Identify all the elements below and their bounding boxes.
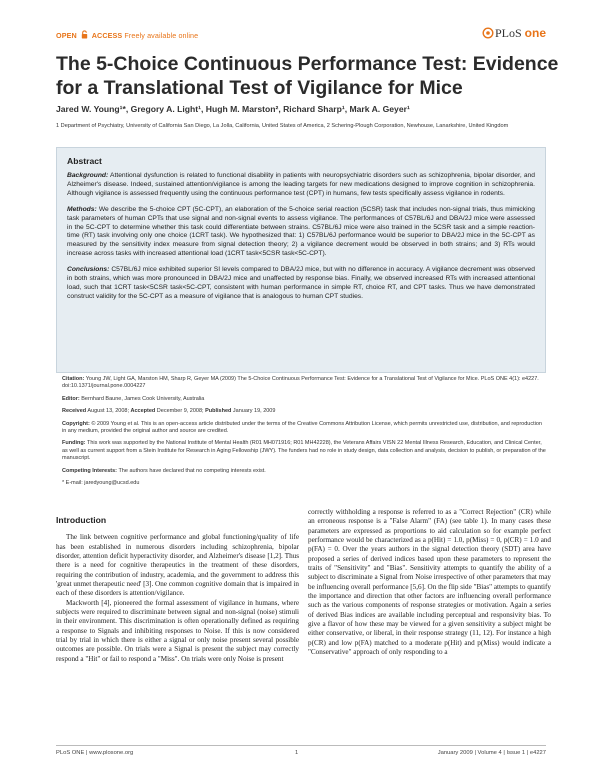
citation-label: Citation: — [62, 376, 85, 382]
free-available-label: Freely available online — [124, 31, 199, 40]
intro-paragraph-3: correctly withholding a response is referred to as a "Correct Rejection" (CR) while an erroneous response is a "False Alarm" (FA) (see table 1). In many cases these parameters are expressed as proportions to aid calculation so for example perfect performance would be characterized as a p(Hit) = 1.0, p(Miss) = 0, p(CR) = 1.0 and p(FA) = 0. Over the years authors in the signal detection theory (SDT) area have proposed a series of derived indices based upon these parameters to represent the traits of "Sensitivity" and "Bias". Sensitivity attempts to quantify the ability of a subject to discriminate a Signal from Noise irrespective of other parameters that may be influencing overall performance [5,6]. On the flip side "Bias" attempts to quantify the importance and direction that other factors are influencing overall performance such as the various components of response strategies or motivation. Again a series of derived Bias indices are available including perceptual and responsivity bias. To give a flavor of how these may be viewed for a given sensitivity a subject might be either conservative, or liberal, in their response strategy (11, 12). For instance a high p(CR) and low p(FA) matched to a moderate p(Hit) and p(Miss) would indicate a "Conservative" approach of only responding to a — [308, 508, 551, 657]
accepted-label: Accepted — [130, 408, 156, 415]
funding-text: This work was supported by the National Institute of Mental Health (R01 MH071916; R01 MH42228), the Veterans Affairs VISN 22 Mental Illness Research, Education, and Clinical Center, as well as current support from a Stein Institute for Research in Aging Fellowship (JWY). The funders had no role in study design, data collection and analysis, decision to publish, or preparation of the manuscript. — [62, 440, 546, 462]
intro-paragraph-1: The link between cognitive performance and global functioning/quality of life has been established in numerous disorders including schizophrenia, bipolar disorder, attention deficit hyperactivity disorder, and Alzheimer's disease [1,2]. Thus there is a need for cognitive therapeutics in the treatment of these disorders, requiring the contribution of industry, academia, and the government to address this 'great unmet therapeutic need' [3]. One common cognitive domain that is impaired in each of these disorders is attention/vigilance. — [56, 533, 299, 598]
competing-interests — [62, 468, 546, 475]
open-label: OPEN — [56, 31, 77, 40]
body-column-left — [56, 516, 299, 664]
competing-label: Competing Interests: — [62, 467, 118, 474]
funding — [62, 440, 546, 462]
access-label: ACCESS — [91, 31, 123, 40]
methods-text: We describe the 5-choice CPT (5C-CPT), an elaboration of the 5-choice serial reaction (5CSR) task that includes non-signal trials, thus mimicking task parameters of human CPTs that use signal and non-signal events to assess vigilance. The performances of C57BL/6J and DBA/2J mice were assessed in the 5C-CPT to determine whether this task could differentiate between strains. C57BL/6J mice were also trained in the 5CSR task and a simple reaction-time (RT) task involving only one choice (1CRT task). We hypothesized that: 1) C57BL/6J performance would be superior to DBA/2J mice in the 5C-CPT as measured by the sensitivity index measure from signal detection theory; 2) a vigilance decrement would be observed in both strains; and 3) RTs would increase across tasks with increased attentional load (1CRT task<5CSR task<5C-CPT). — [67, 205, 535, 258]
abstract-conclusions — [67, 266, 535, 302]
introduction-heading: Introduction — [56, 515, 107, 525]
abstract-heading: Abstract — [67, 156, 102, 166]
copyright — [62, 421, 546, 436]
page-number: 1 — [295, 750, 299, 756]
background-text: Attentional dysfunction is related to functional disability in patients with neuropsychiatric disorders such as schizophrenia, bipolar disorder, and Alzheimer's disease. Indeed, sustained attention/vigilance is among the leading targets for new medications designed to improve cognition in schizophrenia. Although vigilance is assessed frequently using the continuous performance test (CPT) in humans, few tests specifically assess vigilance in rodents. — [67, 172, 535, 197]
dates — [62, 408, 546, 415]
journal-header — [56, 28, 546, 44]
page-footer — [56, 745, 546, 757]
funding-label: Funding: — [62, 440, 86, 447]
footer-journal-site[interactable]: PLoS ONE | www.plosone.org — [56, 750, 134, 756]
abstract-background — [67, 172, 535, 199]
background-label: Background: — [67, 172, 109, 179]
editor-text: Bernhard Baune, James Cook University, Australia — [79, 395, 205, 402]
intro-paragraph-2: Mackworth [4], pioneered the formal assessment of vigilance in humans, where subjects were required to discriminate between signal and non-signal (noise) stimuli in their environment. This discrimination is often operationally defined as requiring a response to Signals and inhibiting responses to Noise. If this is now considered trial by trial in which there is either a signal or only noise present several possible outcomes are possible. On trials were a Signal is present the subject may correctly respond a "Hit" or fail to respond a "Miss". On trials were only Noise is present — [56, 598, 299, 663]
received-label: Received — [62, 408, 87, 415]
editor — [62, 396, 546, 403]
citation-text: Young JW, Light GA, Marston HM, Sharp R, Geyer MA (2009) The 5-Choice Continuous Performance Test: Evidence for a Translational Test of Vigilance for Mice. PLoS ONE 4(1): e4227. doi:10.1371/journal.pone.0004227 — [62, 376, 539, 390]
received-date: August 13, 2008; — [86, 408, 131, 415]
email[interactable]: * E-mail: jaredyoung@ucsd.edu — [62, 480, 140, 487]
editor-label: Editor: — [62, 395, 80, 402]
open-access-badge[interactable] — [56, 30, 198, 40]
author-list: Jared W. Young¹*, Gregory A. Light¹, Hugh M. Marston², Richard Sharp¹, Mark A. Geyer¹ — [56, 104, 410, 114]
logo-plos-text: PLoS — [494, 26, 522, 40]
article-title: The 5-Choice Continuous Performance Test: Evidence for a Translational Test of Vigilance for Mice — [56, 53, 559, 99]
accepted-date: December 9, 2008; — [155, 408, 206, 415]
copyright-label: Copyright: — [62, 420, 90, 427]
plos-swirl-icon — [482, 27, 494, 39]
conclusions-text: C57BL/6J mice exhibited superior SI levels compared to DBA/2J mice, but with no difference in accuracy. A vigilance decrement was observed in both strains, which was more pronounced in DBA/2J mice and unaffected by response bias. Finally, we observed increased RTs with increased attentional load, such that 1CRT task<5CSR task<5C-CPT, consistent with human performance in simple RT, choice RT, and CPT tasks. Thus we have demonstrated construct validity for the 5C-CPT as a measure of vigilance that is analogous to human CPT studies. — [67, 266, 535, 300]
published-date: January 19, 2009 — [231, 408, 276, 415]
abstract-box — [56, 147, 546, 373]
citation — [62, 376, 546, 391]
abstract-methods — [67, 206, 535, 259]
article-metadata — [62, 376, 546, 492]
methods-label: Methods: — [67, 205, 97, 213]
conclusions-label: Conclusions: — [67, 266, 110, 274]
footer-issue-info: January 2009 | Volume 4 | Issue 1 | e4227 — [437, 750, 546, 756]
open-access-lock-icon — [80, 30, 89, 39]
published-label: Published — [205, 408, 232, 415]
competing-text: The authors have declared that no competing interests exist. — [117, 467, 266, 474]
copyright-text: © 2009 Young et al. This is an open-access article distributed under the terms of the Creative Commons Attribution License, which permits unrestricted use, distribution, and reproduction in any medium, provided the original author and source are credited. — [62, 420, 542, 435]
affiliations: 1 Department of Psychiatry, University of California San Diego, La Jolla, California, United States of America, 2 Schering-Plough Corporation, Newhouse, Lanarkshire, United Kingdom — [56, 123, 509, 129]
body-column-right — [308, 508, 551, 658]
logo-one-text: one — [524, 26, 546, 40]
plos-one-logo[interactable] — [482, 26, 546, 41]
